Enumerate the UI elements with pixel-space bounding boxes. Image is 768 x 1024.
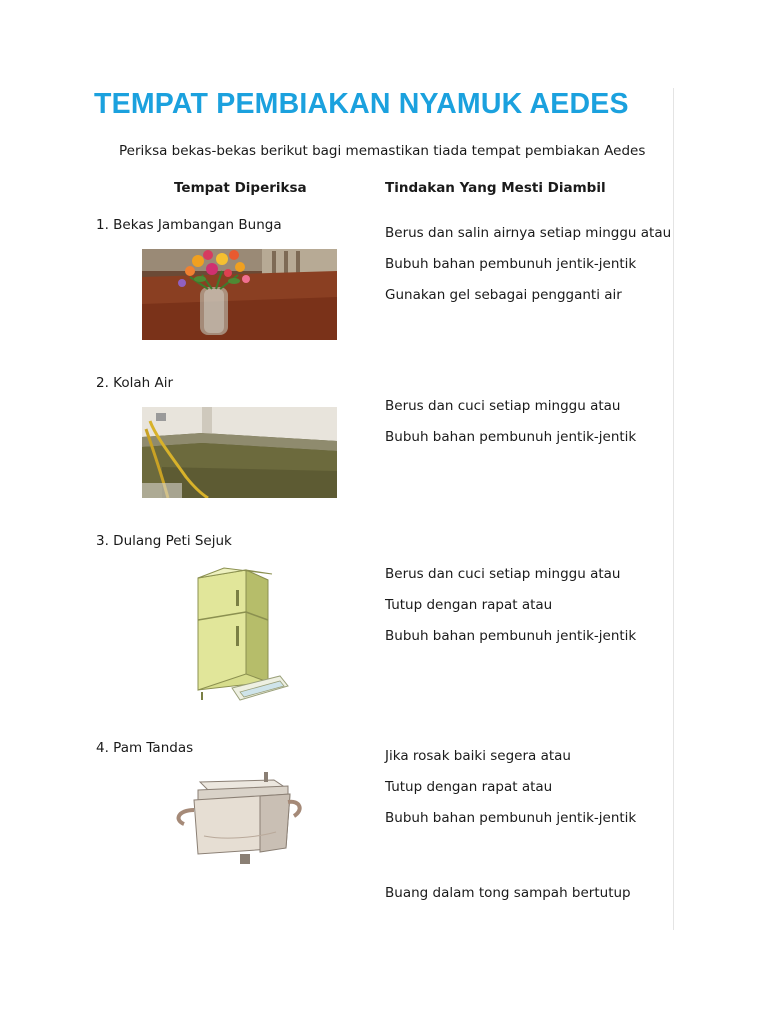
action-text: Tutup dengan rapat atau — [385, 779, 553, 795]
item-label-toilet-cistern: 4. Pam Tandas — [96, 740, 194, 756]
water-tank-photo — [142, 407, 337, 498]
page-title: TEMPAT PEMBIAKAN NYAMUK AEDES — [94, 88, 629, 120]
item-label-flower-vase: 1. Bekas Jambangan Bunga — [96, 217, 282, 233]
column-header-action: Tindakan Yang Mesti Diambil — [385, 180, 606, 196]
action-text: Jika rosak baiki segera atau — [385, 748, 571, 764]
action-text: Bubuh bahan pembunuh jentik-jentik — [385, 628, 637, 644]
flower-vase-photo — [142, 249, 337, 340]
action-text: Bubuh bahan pembunuh jentik-jentik — [385, 429, 637, 445]
action-text: Berus dan cuci setiap minggu atau — [385, 398, 621, 414]
column-header-place: Tempat Diperiksa — [174, 180, 307, 196]
action-text: Bubuh bahan pembunuh jentik-jentik — [385, 256, 637, 272]
page-subtitle: Periksa bekas-bekas berikut bagi memastikan tiada tempat pembiakan Aedes — [119, 143, 646, 159]
refrigerator-illustration — [188, 564, 290, 706]
action-text: Bubuh bahan pembunuh jentik-jentik — [385, 810, 637, 826]
page-edge-rule — [673, 88, 674, 930]
item-label-water-tank: 2. Kolah Air — [96, 375, 174, 391]
action-text: Tutup dengan rapat atau — [385, 597, 553, 613]
toilet-cistern-illustration — [164, 770, 310, 866]
item-label-fridge-tray: 3. Dulang Peti Sejuk — [96, 533, 232, 549]
action-text: Gunakan gel sebagai pengganti air — [385, 287, 622, 303]
footer-action-text: Buang dalam tong sampah bertutup — [385, 885, 631, 901]
action-text: Berus dan salin airnya setiap minggu atau — [385, 225, 672, 241]
action-text: Berus dan cuci setiap minggu atau — [385, 566, 621, 582]
